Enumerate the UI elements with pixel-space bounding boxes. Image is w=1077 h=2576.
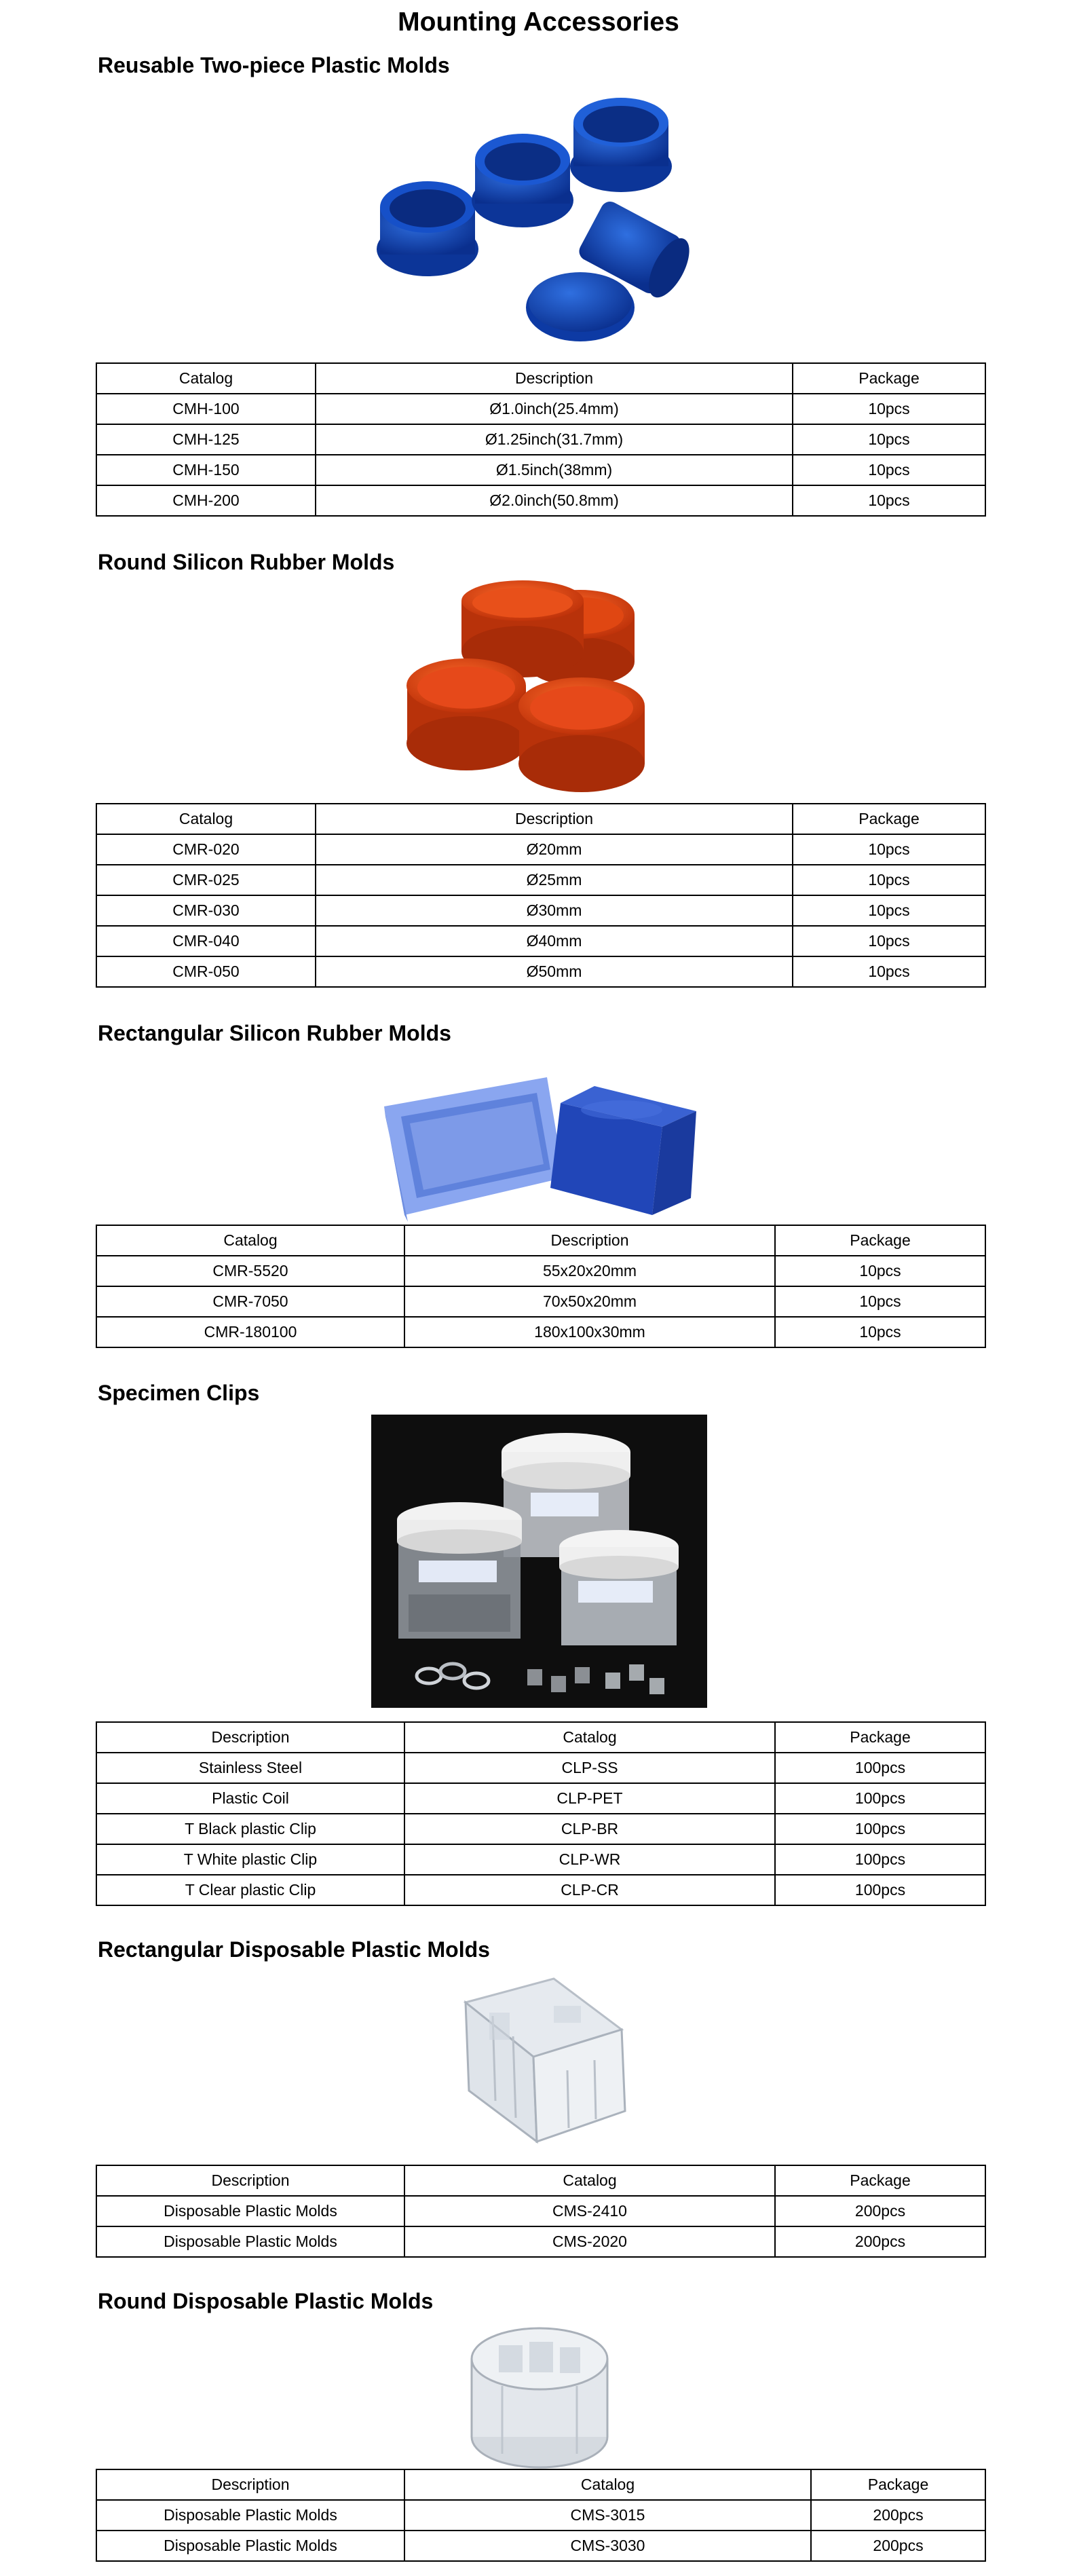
table-row [96,926,985,956]
table-cell: 10pcs [793,895,985,926]
table-cell: 180x100x30mm [404,1317,775,1347]
table-row [96,2531,985,2561]
table-cell: 200pcs [811,2531,985,2561]
table-cell: 10pcs [793,485,985,516]
table-cell: Ø2.0inch(50.8mm) [316,485,793,516]
table-cell: Ø20mm [316,834,793,865]
table-cell: Ø1.0inch(25.4mm) [316,394,793,424]
column-header: Catalog [404,2165,775,2196]
table-cell: T Clear plastic Clip [96,1875,404,1905]
table-cell: Disposable Plastic Molds [96,2531,404,2561]
table-cell: CMR-180100 [96,1317,404,1347]
column-header: Catalog [404,1722,775,1753]
table-cell: 10pcs [793,956,985,987]
table-cell: 200pcs [775,2196,985,2226]
table-cell: 10pcs [775,1256,985,1286]
table-cell: 70x50x20mm [404,1286,775,1317]
table-cell: CLP-BR [404,1814,775,1844]
table-cell: CMR-030 [96,895,316,926]
table-header-row [96,2469,985,2500]
page-title: Mounting Accessories [398,7,679,37]
table-row [96,1783,985,1814]
specimen-clips-jars-image [371,1415,707,1708]
column-header: Catalog [96,363,316,394]
table-cell: Disposable Plastic Molds [96,2196,404,2226]
table-header-row [96,1225,985,1256]
table-cell: Stainless Steel [96,1753,404,1783]
table-cell: 100pcs [775,1783,985,1814]
clear-round-mold-image [461,2321,618,2474]
spec-table [96,2469,986,2562]
table-cell: 10pcs [793,865,985,895]
column-header: Catalog [96,804,316,834]
table-cell: CMH-200 [96,485,316,516]
table-header-row [96,2165,985,2196]
table-cell: CMR-7050 [96,1286,404,1317]
table-cell: Ø1.25inch(31.7mm) [316,424,793,455]
table-cell: Ø30mm [316,895,793,926]
table-cell: Ø50mm [316,956,793,987]
table-cell: Disposable Plastic Molds [96,2226,404,2257]
table-cell: 10pcs [793,455,985,485]
column-header: Description [96,2165,404,2196]
column-header: Description [96,2469,404,2500]
section-title: Specimen Clips [98,1381,260,1405]
table-cell: Disposable Plastic Molds [96,2500,404,2531]
table-cell: CMS-2020 [404,2226,775,2257]
table-cell: 100pcs [775,1875,985,1905]
spec-table [96,1225,986,1348]
table-row [96,1317,985,1347]
column-header: Catalog [404,2469,811,2500]
table-header-row [96,804,985,834]
table-row [96,1753,985,1783]
table-row [96,2196,985,2226]
spec-table [96,803,986,988]
spec-table [96,2165,986,2258]
spec-table [96,362,986,517]
table-cell: CMR-040 [96,926,316,956]
table-row [96,956,985,987]
table-cell: 100pcs [775,1753,985,1783]
column-header: Description [316,363,793,394]
table-cell: CMS-2410 [404,2196,775,2226]
table-cell: Plastic Coil [96,1783,404,1814]
table-row [96,865,985,895]
table-cell: Ø1.5inch(38mm) [316,455,793,485]
table-cell: CMR-5520 [96,1256,404,1286]
table-cell: 10pcs [793,834,985,865]
table-cell: 200pcs [775,2226,985,2257]
table-cell: 10pcs [775,1317,985,1347]
section-title: Rectangular Silicon Rubber Molds [98,1021,451,1045]
table-cell: CMR-020 [96,834,316,865]
table-cell: CMH-150 [96,455,316,485]
column-header: Description [96,1722,404,1753]
orange-rubber-molds-image [400,580,672,798]
column-header: Package [793,804,985,834]
clear-rectangular-mold-image [452,1975,635,2148]
table-row [96,1814,985,1844]
table-cell: 200pcs [811,2500,985,2531]
column-header: Description [404,1225,775,1256]
table-cell: CMS-3030 [404,2531,811,2561]
table-row [96,394,985,424]
column-header: Package [793,363,985,394]
table-cell: 10pcs [775,1286,985,1317]
table-cell: 100pcs [775,1844,985,1875]
table-row [96,834,985,865]
table-row [96,485,985,516]
spec-table [96,1721,986,1906]
table-cell: CLP-PET [404,1783,775,1814]
column-header: Description [316,804,793,834]
table-row [96,1286,985,1317]
blue-rectangular-molds-image [377,1069,710,1222]
table-cell: 55x20x20mm [404,1256,775,1286]
table-cell: CMR-025 [96,865,316,895]
table-row [96,895,985,926]
table-cell: CMH-125 [96,424,316,455]
table-cell: Ø40mm [316,926,793,956]
table-cell: CMH-100 [96,394,316,424]
table-row [96,424,985,455]
table-cell: CLP-SS [404,1753,775,1783]
table-cell: T White plastic Clip [96,1844,404,1875]
table-cell: Ø25mm [316,865,793,895]
table-cell: CLP-WR [404,1844,775,1875]
table-row [96,2226,985,2257]
section-title: Rectangular Disposable Plastic Molds [98,1937,490,1962]
column-header: Package [775,1225,985,1256]
table-header-row [96,1722,985,1753]
table-row [96,455,985,485]
column-header: Package [811,2469,985,2500]
table-row [96,2500,985,2531]
column-header: Package [775,1722,985,1753]
column-header: Package [775,2165,985,2196]
table-cell: 10pcs [793,424,985,455]
column-header: Catalog [96,1225,404,1256]
table-row [96,1844,985,1875]
section-title: Round Silicon Rubber Molds [98,550,395,574]
table-cell: T Black plastic Clip [96,1814,404,1844]
blue-plastic-molds-image [370,92,709,350]
table-cell: CLP-CR [404,1875,775,1905]
section-title: Round Disposable Plastic Molds [98,2289,434,2313]
section-title: Reusable Two-piece Plastic Molds [98,53,450,77]
table-header-row [96,363,985,394]
table-cell: CMR-050 [96,956,316,987]
table-cell: 100pcs [775,1814,985,1844]
table-row [96,1256,985,1286]
table-cell: 10pcs [793,926,985,956]
table-cell: 10pcs [793,394,985,424]
table-row [96,1875,985,1905]
table-cell: CMS-3015 [404,2500,811,2531]
